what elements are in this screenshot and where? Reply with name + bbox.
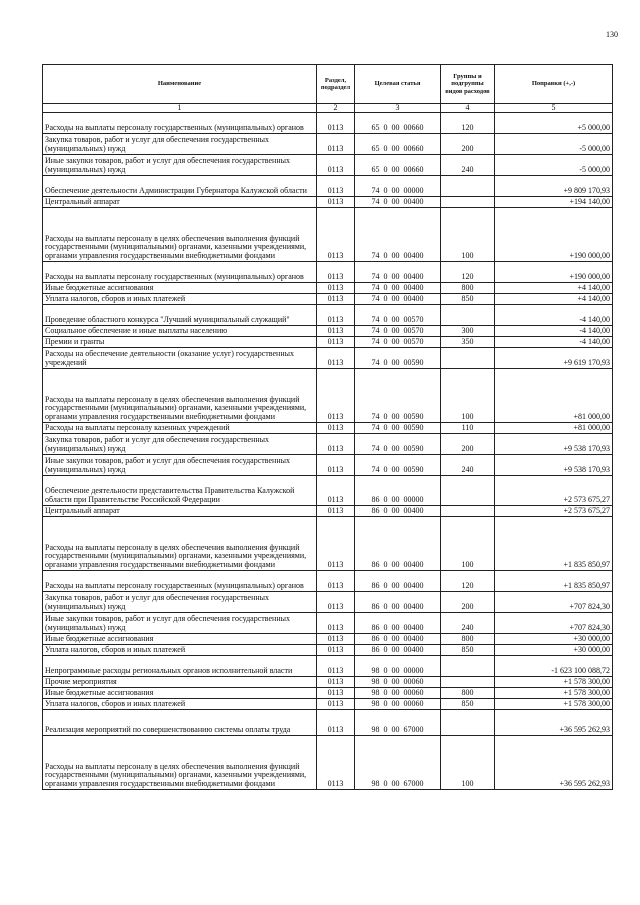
row-group-cell: [441, 348, 495, 369]
table-row: [43, 634, 613, 645]
row-article-cell: 74 0 00 00590: [355, 455, 441, 476]
row-section-cell: 0113: [317, 369, 355, 423]
row-name-cell: Реализация мероприятий по совершенствованию системы оплаты труда: [43, 710, 317, 736]
row-amount-cell: +1 835 850,97: [495, 517, 613, 571]
row-section-cell: 0113: [317, 283, 355, 294]
table-row: [43, 645, 613, 656]
row-article-cell: 65 0 00 00660: [355, 113, 441, 134]
header-amendments: Поправки (+,-): [495, 65, 613, 104]
row-group-cell: 800: [441, 688, 495, 699]
table-row: [43, 283, 613, 294]
table-row: [43, 656, 613, 677]
row-amount-cell: -4 140,00: [495, 337, 613, 348]
row-group-cell: 110: [441, 423, 495, 434]
table-row: [43, 155, 613, 176]
row-name-cell: Прочие мероприятия: [43, 677, 317, 688]
header-name: Наименование: [43, 65, 317, 104]
row-group-cell: 200: [441, 134, 495, 155]
row-amount-cell: +81 000,00: [495, 423, 613, 434]
row-group-cell: 850: [441, 645, 495, 656]
row-name-cell: Обеспечение деятельности Администрации Губернатора Калужской области: [43, 176, 317, 197]
row-name-cell: Иные бюджетные ассигнования: [43, 283, 317, 294]
row-name-cell: Иные бюджетные ассигнования: [43, 634, 317, 645]
row-group-cell: 100: [441, 208, 495, 262]
table-row: [43, 476, 613, 506]
table-row: [43, 369, 613, 423]
table-row: [43, 699, 613, 710]
table-row: [43, 134, 613, 155]
row-group-cell: [441, 197, 495, 208]
table-row: [43, 113, 613, 134]
row-name-cell: Расходы на выплаты персоналу государственных (муниципальных) органов: [43, 571, 317, 592]
row-article-cell: 65 0 00 00660: [355, 155, 441, 176]
row-group-cell: [441, 656, 495, 677]
row-section-cell: 0113: [317, 517, 355, 571]
row-name-cell: Непрограммные расходы региональных органов исполнительной власти: [43, 656, 317, 677]
table-row: [43, 326, 613, 337]
row-section-cell: 0113: [317, 571, 355, 592]
row-section-cell: 0113: [317, 208, 355, 262]
row-name-cell: Расходы на выплаты персоналу государственных (муниципальных) органов: [43, 113, 317, 134]
column-number: 1: [43, 104, 317, 113]
row-section-cell: 0113: [317, 113, 355, 134]
column-number-row: [43, 104, 613, 113]
column-number: 5: [495, 104, 613, 113]
row-section-cell: 0113: [317, 634, 355, 645]
row-section-cell: 0113: [317, 613, 355, 634]
budget-amendments-table: [42, 64, 613, 790]
row-name-cell: Центральный аппарат: [43, 197, 317, 208]
table-body: [43, 113, 613, 790]
row-group-cell: 240: [441, 613, 495, 634]
row-article-cell: 74 0 00 00590: [355, 369, 441, 423]
row-name-cell: Расходы на выплаты персоналу в целях обеспечения выполнения функций государственными (муниципальными) органами, казенными учреждениями, органами управления государственными внебюджетными фондами: [43, 369, 317, 423]
row-amount-cell: +9 619 170,93: [495, 348, 613, 369]
row-amount-cell: +2 573 675,27: [495, 506, 613, 517]
page-number: 130: [606, 30, 618, 39]
row-group-cell: 200: [441, 434, 495, 455]
row-section-cell: 0113: [317, 677, 355, 688]
row-section-cell: 0113: [317, 348, 355, 369]
table-row: [43, 517, 613, 571]
row-article-cell: 86 0 00 00400: [355, 506, 441, 517]
row-amount-cell: +1 578 300,00: [495, 688, 613, 699]
row-name-cell: Проведение областного конкурса "Лучший муниципальный служащий": [43, 305, 317, 326]
row-article-cell: 74 0 00 00590: [355, 348, 441, 369]
row-amount-cell: +9 538 170,93: [495, 434, 613, 455]
header-groups: Группы и подгруппы видов расходов: [441, 65, 495, 104]
row-group-cell: 240: [441, 155, 495, 176]
row-group-cell: [441, 305, 495, 326]
table-row: [43, 613, 613, 634]
row-section-cell: 0113: [317, 134, 355, 155]
row-article-cell: 74 0 00 00400: [355, 294, 441, 305]
table-row: [43, 348, 613, 369]
table-row: [43, 294, 613, 305]
row-amount-cell: +707 824,30: [495, 613, 613, 634]
row-section-cell: 0113: [317, 688, 355, 699]
row-name-cell: Закупка товаров, работ и услуг для обеспечения государственных (муниципальных) нужд: [43, 592, 317, 613]
row-article-cell: 86 0 00 00400: [355, 645, 441, 656]
row-amount-cell: +9 538 170,93: [495, 455, 613, 476]
row-name-cell: Расходы на выплаты персоналу государственных (муниципальных) органов: [43, 262, 317, 283]
table-row: [43, 571, 613, 592]
row-amount-cell: -4 140,00: [495, 305, 613, 326]
row-article-cell: 74 0 00 00570: [355, 305, 441, 326]
row-group-cell: [441, 506, 495, 517]
row-article-cell: 86 0 00 00400: [355, 592, 441, 613]
row-amount-cell: +1 578 300,00: [495, 699, 613, 710]
row-amount-cell: +81 000,00: [495, 369, 613, 423]
row-group-cell: 120: [441, 113, 495, 134]
table-row: [43, 208, 613, 262]
column-number: 3: [355, 104, 441, 113]
row-amount-cell: -1 623 100 088,72: [495, 656, 613, 677]
row-amount-cell: +707 824,30: [495, 592, 613, 613]
row-name-cell: Обеспечение деятельности представительства Правительства Калужской области при Правительстве Российской Федерации: [43, 476, 317, 506]
row-group-cell: [441, 176, 495, 197]
row-name-cell: Уплата налогов, сборов и иных платежей: [43, 645, 317, 656]
row-group-cell: [441, 677, 495, 688]
row-name-cell: Уплата налогов, сборов и иных платежей: [43, 294, 317, 305]
row-amount-cell: +30 000,00: [495, 645, 613, 656]
table-row: [43, 677, 613, 688]
row-section-cell: 0113: [317, 337, 355, 348]
row-section-cell: 0113: [317, 645, 355, 656]
row-article-cell: 65 0 00 00660: [355, 134, 441, 155]
row-amount-cell: +1 578 300,00: [495, 677, 613, 688]
row-name-cell: Расходы на выплаты персоналу в целях обеспечения выполнения функций государственными (муниципальными) органами, казенными учреждениями, органами управления государственными внебюджетными фондами: [43, 208, 317, 262]
table-row: [43, 592, 613, 613]
row-name-cell: Расходы на обеспечение деятельности (оказание услуг) государственных учреждений: [43, 348, 317, 369]
row-name-cell: Закупка товаров, работ и услуг для обеспечения государственных (муниципальных) нужд: [43, 434, 317, 455]
row-group-cell: 100: [441, 517, 495, 571]
row-group-cell: 350: [441, 337, 495, 348]
row-section-cell: 0113: [317, 423, 355, 434]
row-group-cell: 300: [441, 326, 495, 337]
row-amount-cell: -5 000,00: [495, 134, 613, 155]
row-amount-cell: +36 595 262,93: [495, 710, 613, 736]
row-article-cell: 74 0 00 00000: [355, 176, 441, 197]
row-section-cell: 0113: [317, 434, 355, 455]
table-row: [43, 305, 613, 326]
row-amount-cell: +4 140,00: [495, 294, 613, 305]
row-section-cell: 0113: [317, 197, 355, 208]
row-group-cell: 100: [441, 369, 495, 423]
row-amount-cell: +190 000,00: [495, 262, 613, 283]
row-article-cell: 86 0 00 00400: [355, 634, 441, 645]
row-name-cell: Расходы на выплаты персоналу казенных учреждений: [43, 423, 317, 434]
row-amount-cell: -5 000,00: [495, 155, 613, 176]
row-group-cell: 800: [441, 634, 495, 645]
table-row: [43, 710, 613, 736]
row-name-cell: Иные закупки товаров, работ и услуг для обеспечения государственных (муниципальных) нужд: [43, 613, 317, 634]
row-name-cell: Уплата налогов, сборов и иных платежей: [43, 699, 317, 710]
row-article-cell: 74 0 00 00400: [355, 262, 441, 283]
row-section-cell: 0113: [317, 294, 355, 305]
row-name-cell: Премии и гранты: [43, 337, 317, 348]
row-article-cell: 86 0 00 00400: [355, 517, 441, 571]
row-article-cell: 98 0 00 00060: [355, 677, 441, 688]
header-article: Целевая статья: [355, 65, 441, 104]
row-article-cell: 74 0 00 00570: [355, 326, 441, 337]
row-article-cell: 74 0 00 00570: [355, 337, 441, 348]
row-article-cell: 86 0 00 00000: [355, 476, 441, 506]
column-number: 4: [441, 104, 495, 113]
row-amount-cell: +194 140,00: [495, 197, 613, 208]
row-group-cell: 120: [441, 262, 495, 283]
row-article-cell: 86 0 00 00400: [355, 613, 441, 634]
row-article-cell: 74 0 00 00590: [355, 423, 441, 434]
row-section-cell: 0113: [317, 476, 355, 506]
row-section-cell: 0113: [317, 710, 355, 736]
row-article-cell: 98 0 00 00060: [355, 699, 441, 710]
row-section-cell: 0113: [317, 176, 355, 197]
table-row: [43, 736, 613, 790]
row-group-cell: [441, 476, 495, 506]
table-header-row: [43, 65, 613, 104]
row-amount-cell: -4 140,00: [495, 326, 613, 337]
row-group-cell: 240: [441, 455, 495, 476]
header-section: Раздел, подраздел: [317, 65, 355, 104]
row-group-cell: 800: [441, 283, 495, 294]
row-name-cell: Иные закупки товаров, работ и услуг для обеспечения государственных (муниципальных) нужд: [43, 155, 317, 176]
table-row: [43, 197, 613, 208]
row-section-cell: 0113: [317, 736, 355, 790]
table-row: [43, 506, 613, 517]
row-name-cell: Социальное обеспечение и иные выплаты населению: [43, 326, 317, 337]
row-amount-cell: +4 140,00: [495, 283, 613, 294]
row-group-cell: 850: [441, 699, 495, 710]
row-section-cell: 0113: [317, 305, 355, 326]
row-section-cell: 0113: [317, 262, 355, 283]
row-section-cell: 0113: [317, 506, 355, 517]
row-name-cell: Закупка товаров, работ и услуг для обеспечения государственных (муниципальных) нужд: [43, 134, 317, 155]
row-section-cell: 0113: [317, 592, 355, 613]
row-group-cell: 100: [441, 736, 495, 790]
row-name-cell: Расходы на выплаты персоналу в целях обеспечения выполнения функций государственными (муниципальными) органами, казенными учреждениями, органами управления государственными внебюджетными фондами: [43, 736, 317, 790]
row-group-cell: [441, 710, 495, 736]
row-article-cell: 98 0 00 00060: [355, 688, 441, 699]
row-amount-cell: +30 000,00: [495, 634, 613, 645]
table-row: [43, 455, 613, 476]
row-article-cell: 74 0 00 00590: [355, 434, 441, 455]
row-amount-cell: +36 595 262,93: [495, 736, 613, 790]
row-section-cell: 0113: [317, 455, 355, 476]
row-section-cell: 0113: [317, 656, 355, 677]
row-section-cell: 0113: [317, 155, 355, 176]
table-row: [43, 688, 613, 699]
row-article-cell: 98 0 00 00000: [355, 656, 441, 677]
row-amount-cell: +5 000,00: [495, 113, 613, 134]
row-name-cell: Иные бюджетные ассигнования: [43, 688, 317, 699]
row-article-cell: 74 0 00 00400: [355, 283, 441, 294]
row-section-cell: 0113: [317, 326, 355, 337]
row-article-cell: 86 0 00 00400: [355, 571, 441, 592]
row-name-cell: Иные закупки товаров, работ и услуг для обеспечения государственных (муниципальных) нужд: [43, 455, 317, 476]
row-article-cell: 74 0 00 00400: [355, 197, 441, 208]
row-name-cell: Расходы на выплаты персоналу в целях обеспечения выполнения функций государственными (муниципальными) органами, казенными учреждениями, органами управления государственными внебюджетными фондами: [43, 517, 317, 571]
row-name-cell: Центральный аппарат: [43, 506, 317, 517]
row-article-cell: 74 0 00 00400: [355, 208, 441, 262]
row-article-cell: 98 0 00 67000: [355, 710, 441, 736]
row-group-cell: 120: [441, 571, 495, 592]
table-row: [43, 262, 613, 283]
row-group-cell: 200: [441, 592, 495, 613]
table-row: [43, 434, 613, 455]
row-article-cell: 98 0 00 67000: [355, 736, 441, 790]
table-row: [43, 176, 613, 197]
row-amount-cell: +1 835 850,97: [495, 571, 613, 592]
row-amount-cell: +9 809 170,93: [495, 176, 613, 197]
row-group-cell: 850: [441, 294, 495, 305]
row-amount-cell: +2 573 675,27: [495, 476, 613, 506]
table-row: [43, 337, 613, 348]
row-section-cell: 0113: [317, 699, 355, 710]
column-number: 2: [317, 104, 355, 113]
table-row: [43, 423, 613, 434]
row-amount-cell: +190 000,00: [495, 208, 613, 262]
